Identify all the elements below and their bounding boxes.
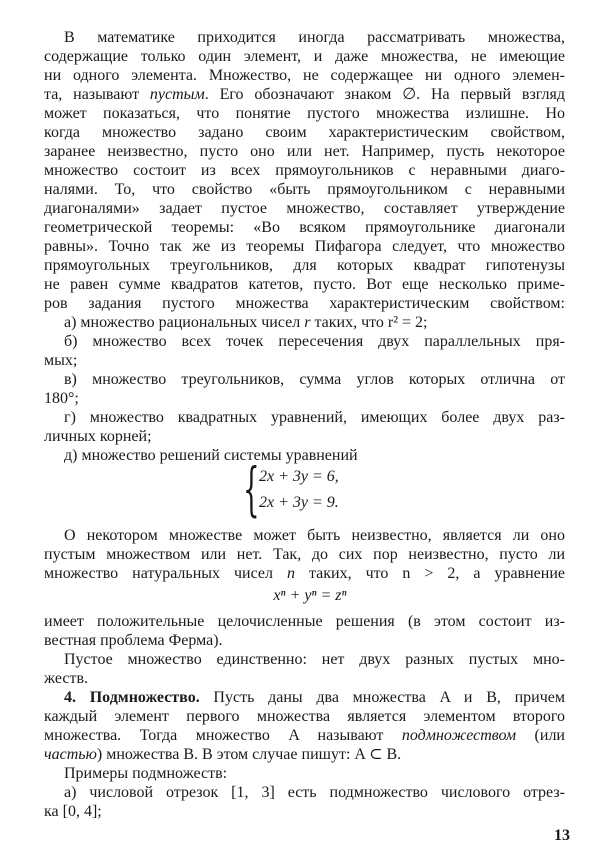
- text-line: равны». Точно так же из теоремы Пифагора следует, что множество: [44, 238, 565, 255]
- text-line: 180°;: [44, 390, 79, 407]
- text-line: ни одного элемента. Множество, не содержащее ни одного элемен-: [44, 67, 565, 84]
- text-line: В математике приходится иногда рассматривать множества,: [64, 29, 565, 46]
- list-item: в) множество треугольников, сумма углов которых отлична от: [64, 371, 565, 388]
- text-line: пустым множеством или нет. Так, до сих пор неизвестно, пусто ли: [44, 546, 565, 563]
- text-line: ка [0, 4];: [44, 803, 102, 820]
- text-line: прямоугольных треугольников, для которых квадрат гипотенузы: [44, 257, 565, 274]
- list-item: д) множество решений системы уравнений: [64, 447, 358, 464]
- text-line: жеств.: [44, 670, 88, 687]
- text-line: личных корней;: [44, 428, 152, 445]
- text-line: мых;: [44, 352, 78, 369]
- text-line: геометрической теоремы: «Во всяком прямоугольнике диагонали: [44, 219, 565, 236]
- fermat-equation: xⁿ + yⁿ = zⁿ: [273, 587, 347, 604]
- text-line: множества. Тогда множество A называют подмножеством (или: [44, 727, 565, 744]
- text-line: Примеры подмножеств:: [64, 765, 228, 782]
- text-line: содержащие только один элемент, и даже множества, не имеющие: [44, 48, 565, 65]
- text-line: О некотором множестве может быть неизвестно, является ли оно: [64, 527, 565, 544]
- equation-system: [243, 455, 403, 523]
- section-heading-line: 4. Подмножество. Пусть даны два множества A и B, причем: [64, 689, 566, 706]
- text-line: частью) множества B. В этом случае пишут: A ⊂ B.: [44, 746, 402, 763]
- equation-1: 2x + 3y = 6,: [259, 468, 339, 485]
- text-line: Пустое множество единственно: нет двух разных пустых мно-: [64, 651, 565, 668]
- text-line: множество состоит из всех прямоугольников с неравными диаго-: [44, 162, 565, 179]
- equation-2: 2x + 3y = 9.: [259, 494, 339, 511]
- text-line: налями. То, что свойство «быть прямоугольником с неравными: [44, 181, 565, 198]
- text-line: вестная проблема Ферма).: [44, 632, 223, 649]
- text-line: диагоналями» задает пустое множество, составляет утверждение: [44, 200, 565, 217]
- text-line: ров задания пустого множества характеристическим свойством:: [44, 295, 565, 312]
- text-line: множество натуральных чисел n таких, что n > 2, а уравнение: [44, 565, 565, 582]
- page-number: 13: [554, 827, 570, 844]
- text-line: та, называют пустым. Его обозначают знаком ∅. На первый взгляд: [44, 86, 566, 103]
- list-item: а) множество рациональных чисел r таких, что r² = 2;: [64, 314, 428, 331]
- text-line: имеет положительные целочисленные решения (в этом состоит из-: [44, 613, 565, 630]
- text-line: может показаться, что понятие пустого множества излишне. Но: [44, 105, 565, 122]
- text-line: когда множество задано своим характеристическим свойством,: [44, 124, 565, 141]
- text-line: каждый элемент первого множества является элементом второго: [44, 708, 565, 725]
- list-item: г) множество квадратных уравнений, имеющих более двух раз-: [64, 409, 565, 426]
- text-line: заранее неизвестно, пусто оно или нет. Например, пусть некоторое: [44, 143, 565, 160]
- list-item: б) множество всех точек пересечения двух параллельных пря-: [64, 333, 565, 350]
- list-item: а) числовой отрезок [1, 3] есть подмножество числового отрез-: [64, 784, 565, 801]
- text-line: не равен сумме квадратов катетов, пусто. Вот еще несколько приме-: [44, 276, 565, 293]
- left-brace: {: [243, 455, 260, 523]
